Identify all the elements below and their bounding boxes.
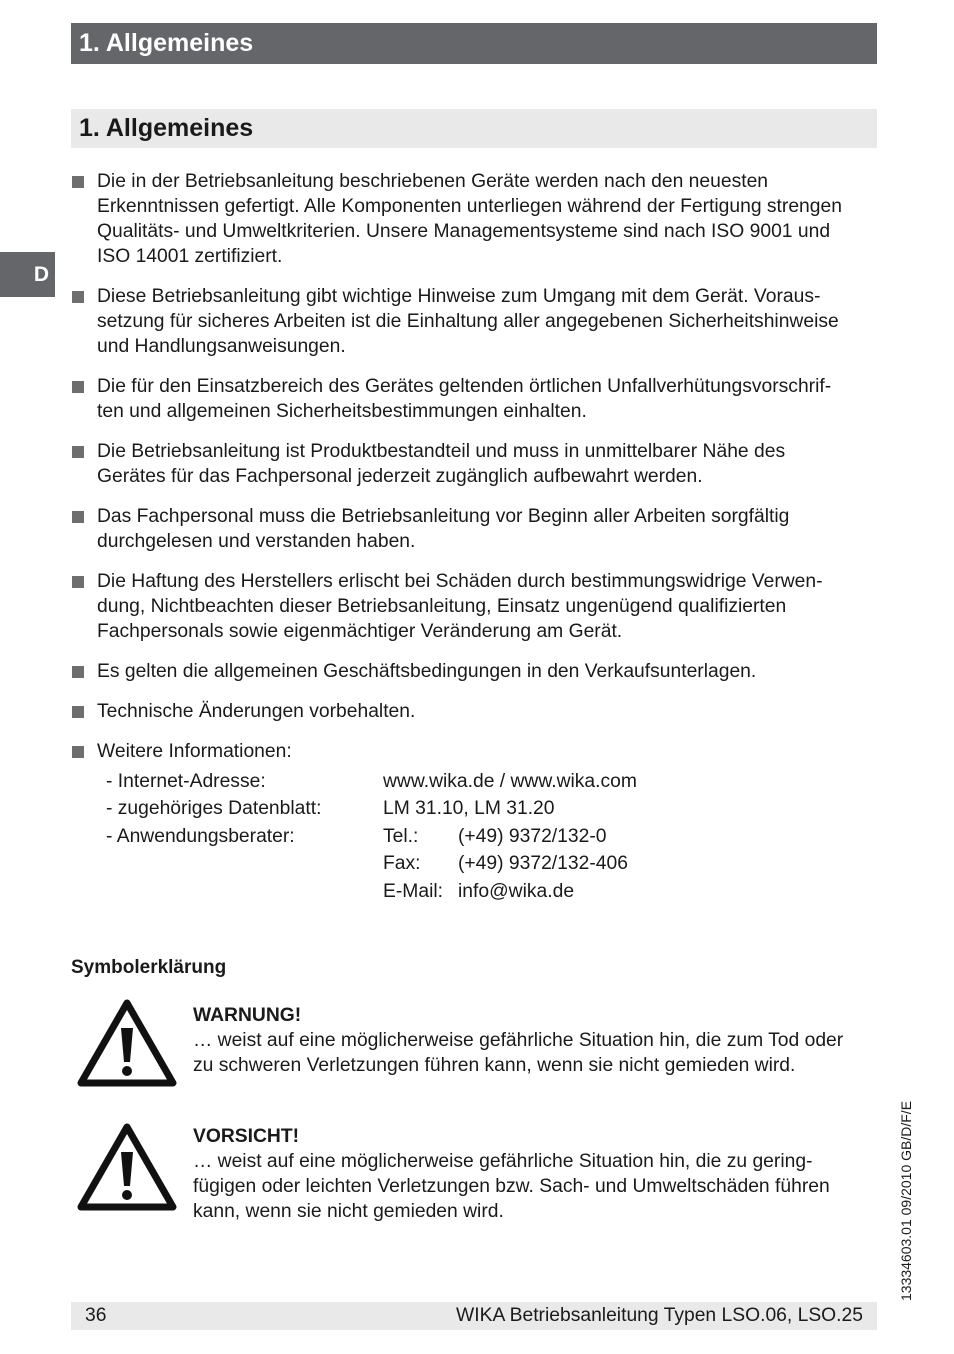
bullet-list <box>71 169 883 779</box>
contact-info-table <box>97 771 637 908</box>
bullet-square-icon <box>72 176 84 188</box>
page-number: 36 <box>85 1305 107 1326</box>
table-row <box>97 881 637 908</box>
list-item: Diese Betriebsanleitung gibt wichtige Hinweise zum Umgang mit dem Gerät. Voraus- setzung für sicheres Arbeiten ist die Einhaltung aller angegebenen Sicherheitshinweise und Handlungsanweisungen. <box>71 284 883 359</box>
warning-triangle-icon <box>77 998 177 1088</box>
bullet-square-icon <box>72 446 84 458</box>
list-item: Die Haftung des Herstellers erlischt bei Schäden durch bestimmungswidrige Verwen- dung, Nichtbeachten dieser Betriebsanleitung, Einsatz ungenügend qualifizierten Fachpersonals sowie eigenmächtiger Veränderung am Gerät. <box>71 569 883 644</box>
list-item: Es gelten die allgemeinen Geschäftsbedingungen in den Verkaufsunterlagen. <box>71 659 883 684</box>
section-title: 1. Allgemeines <box>71 109 877 148</box>
list-item: Die in der Betriebsanleitung beschriebenen Geräte werden nach den neuesten Erkenntnissen gefertigt. Alle Komponenten unterliegen während der Fertigung strengen Qualitäts- und Umweltkriterien. Unsere Managementsysteme sind nach ISO 9001 und ISO 14001 zertifiziert. <box>71 169 883 269</box>
footer-doc-title: WIKA Betriebsanleitung Typen LSO.06, LSO.25 <box>456 1305 863 1326</box>
caution-block: VORSICHT! … weist auf eine möglicherweise gefährliche Situation hin, die zu gering- fügigen oder leichten Verletzungen bzw. Sach- und Umweltschäden führen kann, wenn sie nicht gemieden wird. <box>193 1126 830 1222</box>
bullet-square-icon <box>72 576 84 588</box>
fax-value: (+49) 9372/132-406 <box>458 853 628 875</box>
datasheet-value: LM 31.10, LM 31.20 <box>383 798 555 820</box>
list-item: Die Betriebsanleitung ist Produktbestandteil und muss in unmittelbarer Nähe des Gerätes für das Fachpersonal jederzeit zugänglich aufbewahrt werden. <box>71 439 883 489</box>
email-value: info@wika.de <box>458 880 575 902</box>
symbols-title: Symbolerklärung <box>71 957 227 978</box>
list-item: Das Fachpersonal muss die Betriebsanleitung vor Beginn aller Arbeiten sorgfältig durchgelesen und verstanden haben. <box>71 504 883 554</box>
table-row <box>97 798 637 825</box>
warning-block: WARNUNG! … weist auf eine möglicherweise gefährliche Situation hin, die zum Tod oder zu schweren Verletzungen führen kann, wenn sie nicht gemieden wird. <box>193 1005 844 1076</box>
bullet-square-icon <box>72 291 84 303</box>
tel-value: (+49) 9372/132-0 <box>458 825 607 847</box>
page-footer <box>71 1302 877 1330</box>
bullet-square-icon <box>72 381 84 393</box>
email-label: E-Mail: <box>383 880 443 902</box>
document-code: 13334603.01 09/2010 GB/D/F/E <box>898 1100 914 1301</box>
table-row <box>97 853 637 880</box>
tel-label: Tel.: <box>383 825 419 847</box>
internet-value: www.wika.de / www.wika.com <box>383 771 637 792</box>
advisor-label: - Anwendungsberater: <box>106 825 295 847</box>
fax-label: Fax: <box>383 853 421 875</box>
table-row <box>97 771 637 798</box>
internet-label: - Internet-Adresse: <box>106 771 266 792</box>
caution-triangle-icon <box>77 1122 177 1212</box>
table-row <box>97 826 637 853</box>
language-tab: D <box>0 252 55 297</box>
bullet-square-icon <box>72 666 84 678</box>
bullet-square-icon <box>72 746 84 758</box>
list-item: Weitere Informationen: <box>71 739 883 764</box>
datasheet-label: - zugehöriges Datenblatt: <box>106 798 322 820</box>
caution-heading: VORSICHT! <box>193 1126 300 1147</box>
bullet-square-icon <box>72 706 84 718</box>
list-item: Technische Änderungen vorbehalten. <box>71 699 883 724</box>
bullet-square-icon <box>72 511 84 523</box>
page-header-title: 1. Allgemeines <box>71 23 877 64</box>
list-item: Die für den Einsatzbereich des Gerätes geltenden örtlichen Unfallverhütungsvorschrif- ten und allgemeinen Sicherheitsbestimmungen einhalten. <box>71 374 883 424</box>
warning-heading: WARNUNG! <box>193 1005 302 1026</box>
